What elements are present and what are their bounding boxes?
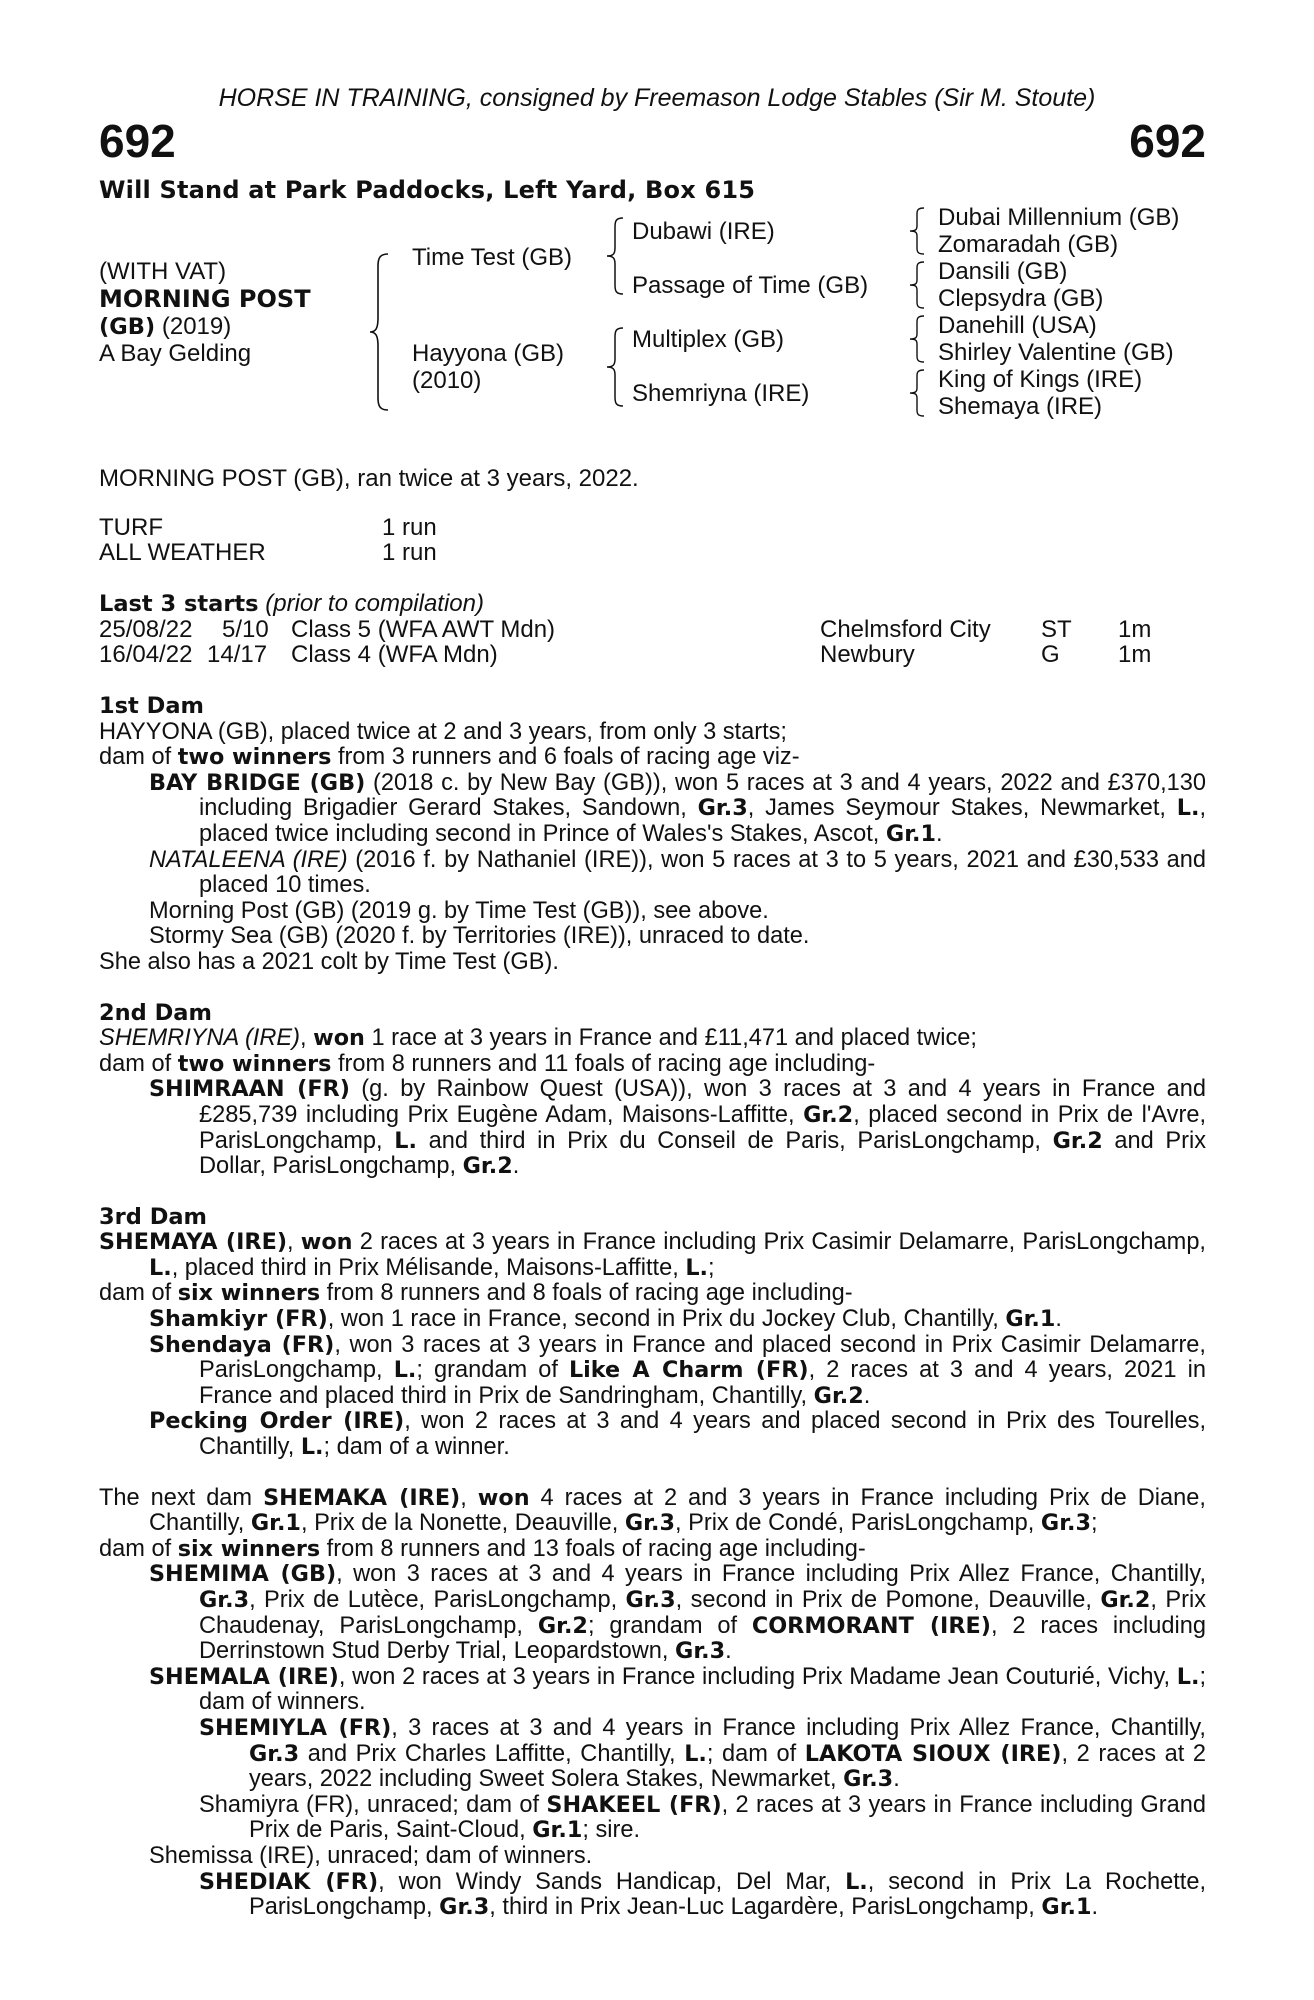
- produce-stormy-sea: Stormy Sea (GB) (2020 f. by Territories (IRE)), unraced to date.: [149, 923, 810, 950]
- second-dam-produce-intro: dam of two winners from 8 runners and 11 foals of racing age including-: [99, 1050, 876, 1077]
- produce-shemima: SHEMIMA (GB), won 3 races at 3 and 4 years in France including Prix Allez France, Chantilly, Gr.3, Prix de Lutèce, ParisLongchamp, Gr.3, second in Prix de Pomone, Deauville, Gr.2, Prix Chaudenay, ParisLongchamp, Gr.2; grandam of CORMORANT (IRE), 2 races including Derrinstown Stud Derby Trial, Leopardstown, Gr.3.: [149, 1561, 1207, 1665]
- pedigree-g1: Dubai Millennium (GB): [938, 204, 1180, 231]
- pedigree-g2: Zomaradah (GB): [938, 231, 1119, 258]
- pedigree-g5: Danehill (USA): [938, 312, 1097, 339]
- start-course: Chelmsford City: [820, 616, 991, 643]
- pedigree-g7: King of Kings (IRE): [938, 366, 1143, 393]
- produce-shemala: SHEMALA (IRE), won 2 races at 3 years in France including Prix Madame Jean Couturié, Vichy, L.; dam of winners.: [149, 1663, 1206, 1716]
- horse-description: A Bay Gelding: [99, 340, 252, 367]
- all-weather-value: 1 run: [382, 539, 437, 566]
- start-distance: 1m: [1118, 641, 1152, 668]
- third-dam-heading: 3rd Dam: [99, 1203, 207, 1230]
- pedigree-brace-main: [368, 252, 390, 412]
- stand-location: Will Stand at Park Paddocks, Left Yard, Box 615: [99, 176, 756, 204]
- first-dam-line: HAYYONA (GB), placed twice at 2 and 3 years, from only 3 starts;: [99, 718, 787, 745]
- pedigree-dam-year: (2010): [412, 367, 482, 394]
- start-course: Newbury: [820, 641, 915, 668]
- turf-value: 1 run: [382, 514, 437, 541]
- horse-name: MORNING POST: [99, 285, 311, 313]
- second-dam-heading: 2nd Dam: [99, 999, 212, 1026]
- produce-pecking-order: Pecking Order (IRE), won 2 races at 3 and 4 years and placed second in Prix des Tourelles, Chantilly, L.; dam of a winner.: [149, 1408, 1206, 1461]
- pedigree-g8: Shemaya (IRE): [938, 393, 1103, 420]
- first-dam-heading: 1st Dam: [99, 693, 204, 719]
- produce-shamiyra: Shamiyra (FR), unraced; dam of SHAKEEL (FR), 2 races at 3 years in France including Grand Prix de Paris, Saint-Cloud, Gr.1; sire.: [199, 1791, 1207, 1844]
- start-race: Class 5 (WFA AWT Mdn): [291, 616, 556, 643]
- pedigree-sire-sire: Dubawi (IRE): [632, 218, 775, 245]
- last-starts-heading: Last 3 starts (prior to compilation): [99, 590, 484, 617]
- produce-shamkiyr: Shamkiyr (FR), won 1 race in France, second in Prix du Jockey Club, Chantilly, Gr.1.: [149, 1306, 1062, 1333]
- pedigree-brace-g3: [908, 314, 926, 364]
- start-date: 25/08/22: [99, 616, 193, 643]
- family-section: [99, 694, 1206, 1921]
- lot-number-right: 692: [1129, 115, 1206, 167]
- produce-shemissa: Shemissa (IRE), unraced; dam of winners.: [149, 1842, 593, 1869]
- pedigree-g4: Clepsydra (GB): [938, 285, 1104, 312]
- lot-number-left: 692: [99, 115, 176, 167]
- consignment-header: HORSE IN TRAINING, consigned by Freemason Lodge Stables (Sir M. Stoute): [218, 84, 1096, 112]
- pedigree-brace-g1: [908, 206, 926, 256]
- horse-origin-year: (GB) (2019): [99, 313, 232, 340]
- pedigree-sire-dam: Passage of Time (GB): [632, 272, 869, 299]
- fourth-dam-produce-intro: dam of six winners from 8 runners and 13 foals of racing age including-: [99, 1535, 866, 1562]
- pedigree-brace-sire: [605, 216, 625, 296]
- start-race: Class 4 (WFA Mdn): [291, 641, 498, 668]
- all-weather-label: ALL WEATHER: [99, 539, 266, 566]
- third-dam-produce-intro: dam of six winners from 8 runners and 8 foals of racing age including-: [99, 1280, 853, 1307]
- turf-label: TURF: [99, 514, 163, 541]
- start-date: 16/04/22: [99, 641, 193, 668]
- race-summary: MORNING POST (GB), ran twice at 3 years, 2022.: [99, 465, 639, 492]
- pedigree-dam-dam: Shemriyna (IRE): [632, 380, 810, 407]
- produce-shimraan: SHIMRAAN (FR) (g. by Rainbow Quest (USA)), won 3 races at 3 and 4 years in France and £285,739 including Prix Eugène Adam, Maisons-Laffitte, Gr.2, placed second in Prix de l'Avre, ParisLongchamp, L. and third in Prix du Conseil de Paris, ParisLongchamp, Gr.2 and Prix Dollar, ParisLongchamp, Gr.2.: [149, 1076, 1207, 1180]
- start-position: 5/10: [222, 616, 269, 643]
- start-going: ST: [1041, 616, 1072, 643]
- produce-bay-bridge: BAY BRIDGE (GB) (2018 c. by New Bay (GB)), won 5 races at 3 and 4 years, 2022 and £370,130 including Brigadier Gerard Stakes, Sandown, Gr.3, James Seymour Stakes, Newmarket, L., placed twice including second in Prince of Wales's Stakes, Ascot, Gr.1.: [149, 769, 1207, 847]
- produce-colt-note: She also has a 2021 colt by Time Test (GB).: [99, 948, 559, 975]
- fourth-dam-line: The next dam SHEMAKA (IRE), won 4 races at 2 and 3 years in France including Prix de Diane, Chantilly, Gr.1, Prix de la Nonette, Deauville, Gr.3, Prix de Condé, ParisLongchamp, Gr.3;: [99, 1484, 1206, 1537]
- pedigree-g3: Dansili (GB): [938, 258, 1068, 285]
- produce-shediak: SHEDIAK (FR), won Windy Sands Handicap, Del Mar, L., second in Prix La Rochette, ParisLongchamp, Gr.3, third in Prix Jean-Luc Lagardère, ParisLongchamp, Gr.1.: [199, 1868, 1207, 1921]
- produce-morning-post: Morning Post (GB) (2019 g. by Time Test (GB)), see above.: [149, 897, 769, 924]
- pedigree-brace-g4: [908, 368, 926, 418]
- pedigree-sire: Time Test (GB): [412, 244, 573, 271]
- first-dam-produce-intro: dam of two winners from 3 runners and 6 foals of racing age viz-: [99, 744, 800, 771]
- pedigree-brace-g2: [908, 260, 926, 310]
- pedigree-dam-sire: Multiplex (GB): [632, 326, 785, 353]
- pedigree-dam: Hayyona (GB): [412, 340, 565, 367]
- start-position: 14/17: [207, 641, 268, 668]
- third-dam-line: SHEMAYA (IRE), won 2 races at 3 years in France including Prix Casimir Delamarre, ParisLongchamp, L., placed third in Prix Mélisande, Maisons-Laffitte, L.;: [99, 1229, 1206, 1281]
- produce-shendaya: Shendaya (FR), won 3 races at 3 years in France and placed second in Prix Casimir Delamarre, ParisLongchamp, L.; grandam of Like A Charm (FR), 2 races at 3 and 4 years, 2021 in France and placed third in Prix de Sandringham, Chantilly, Gr.2.: [149, 1331, 1206, 1409]
- produce-nataleena: NATALEENA (IRE) (2016 f. by Nathaniel (IRE)), won 5 races at 3 to 5 years, 2021 and £30,533 and placed 10 times.: [149, 846, 1206, 899]
- pedigree-g6: Shirley Valentine (GB): [938, 339, 1174, 366]
- pedigree-brace-dam: [605, 326, 625, 408]
- second-dam-line: SHEMRIYNA (IRE), won 1 race at 3 years in France and £11,471 and placed twice;: [99, 1025, 977, 1052]
- start-going: G: [1041, 641, 1060, 668]
- start-distance: 1m: [1118, 616, 1152, 643]
- vat-note: (WITH VAT): [99, 258, 227, 285]
- produce-shemiyla: SHEMIYLA (FR), 3 races at 3 and 4 years in France including Prix Allez France, Chantilly, Gr.3 and Prix Charles Laffitte, Chantilly, L.; dam of LAKOTA SIOUX (IRE), 2 races at 2 years, 2022 including Sweet Solera Stakes, Newmarket, Gr.3.: [199, 1714, 1207, 1793]
